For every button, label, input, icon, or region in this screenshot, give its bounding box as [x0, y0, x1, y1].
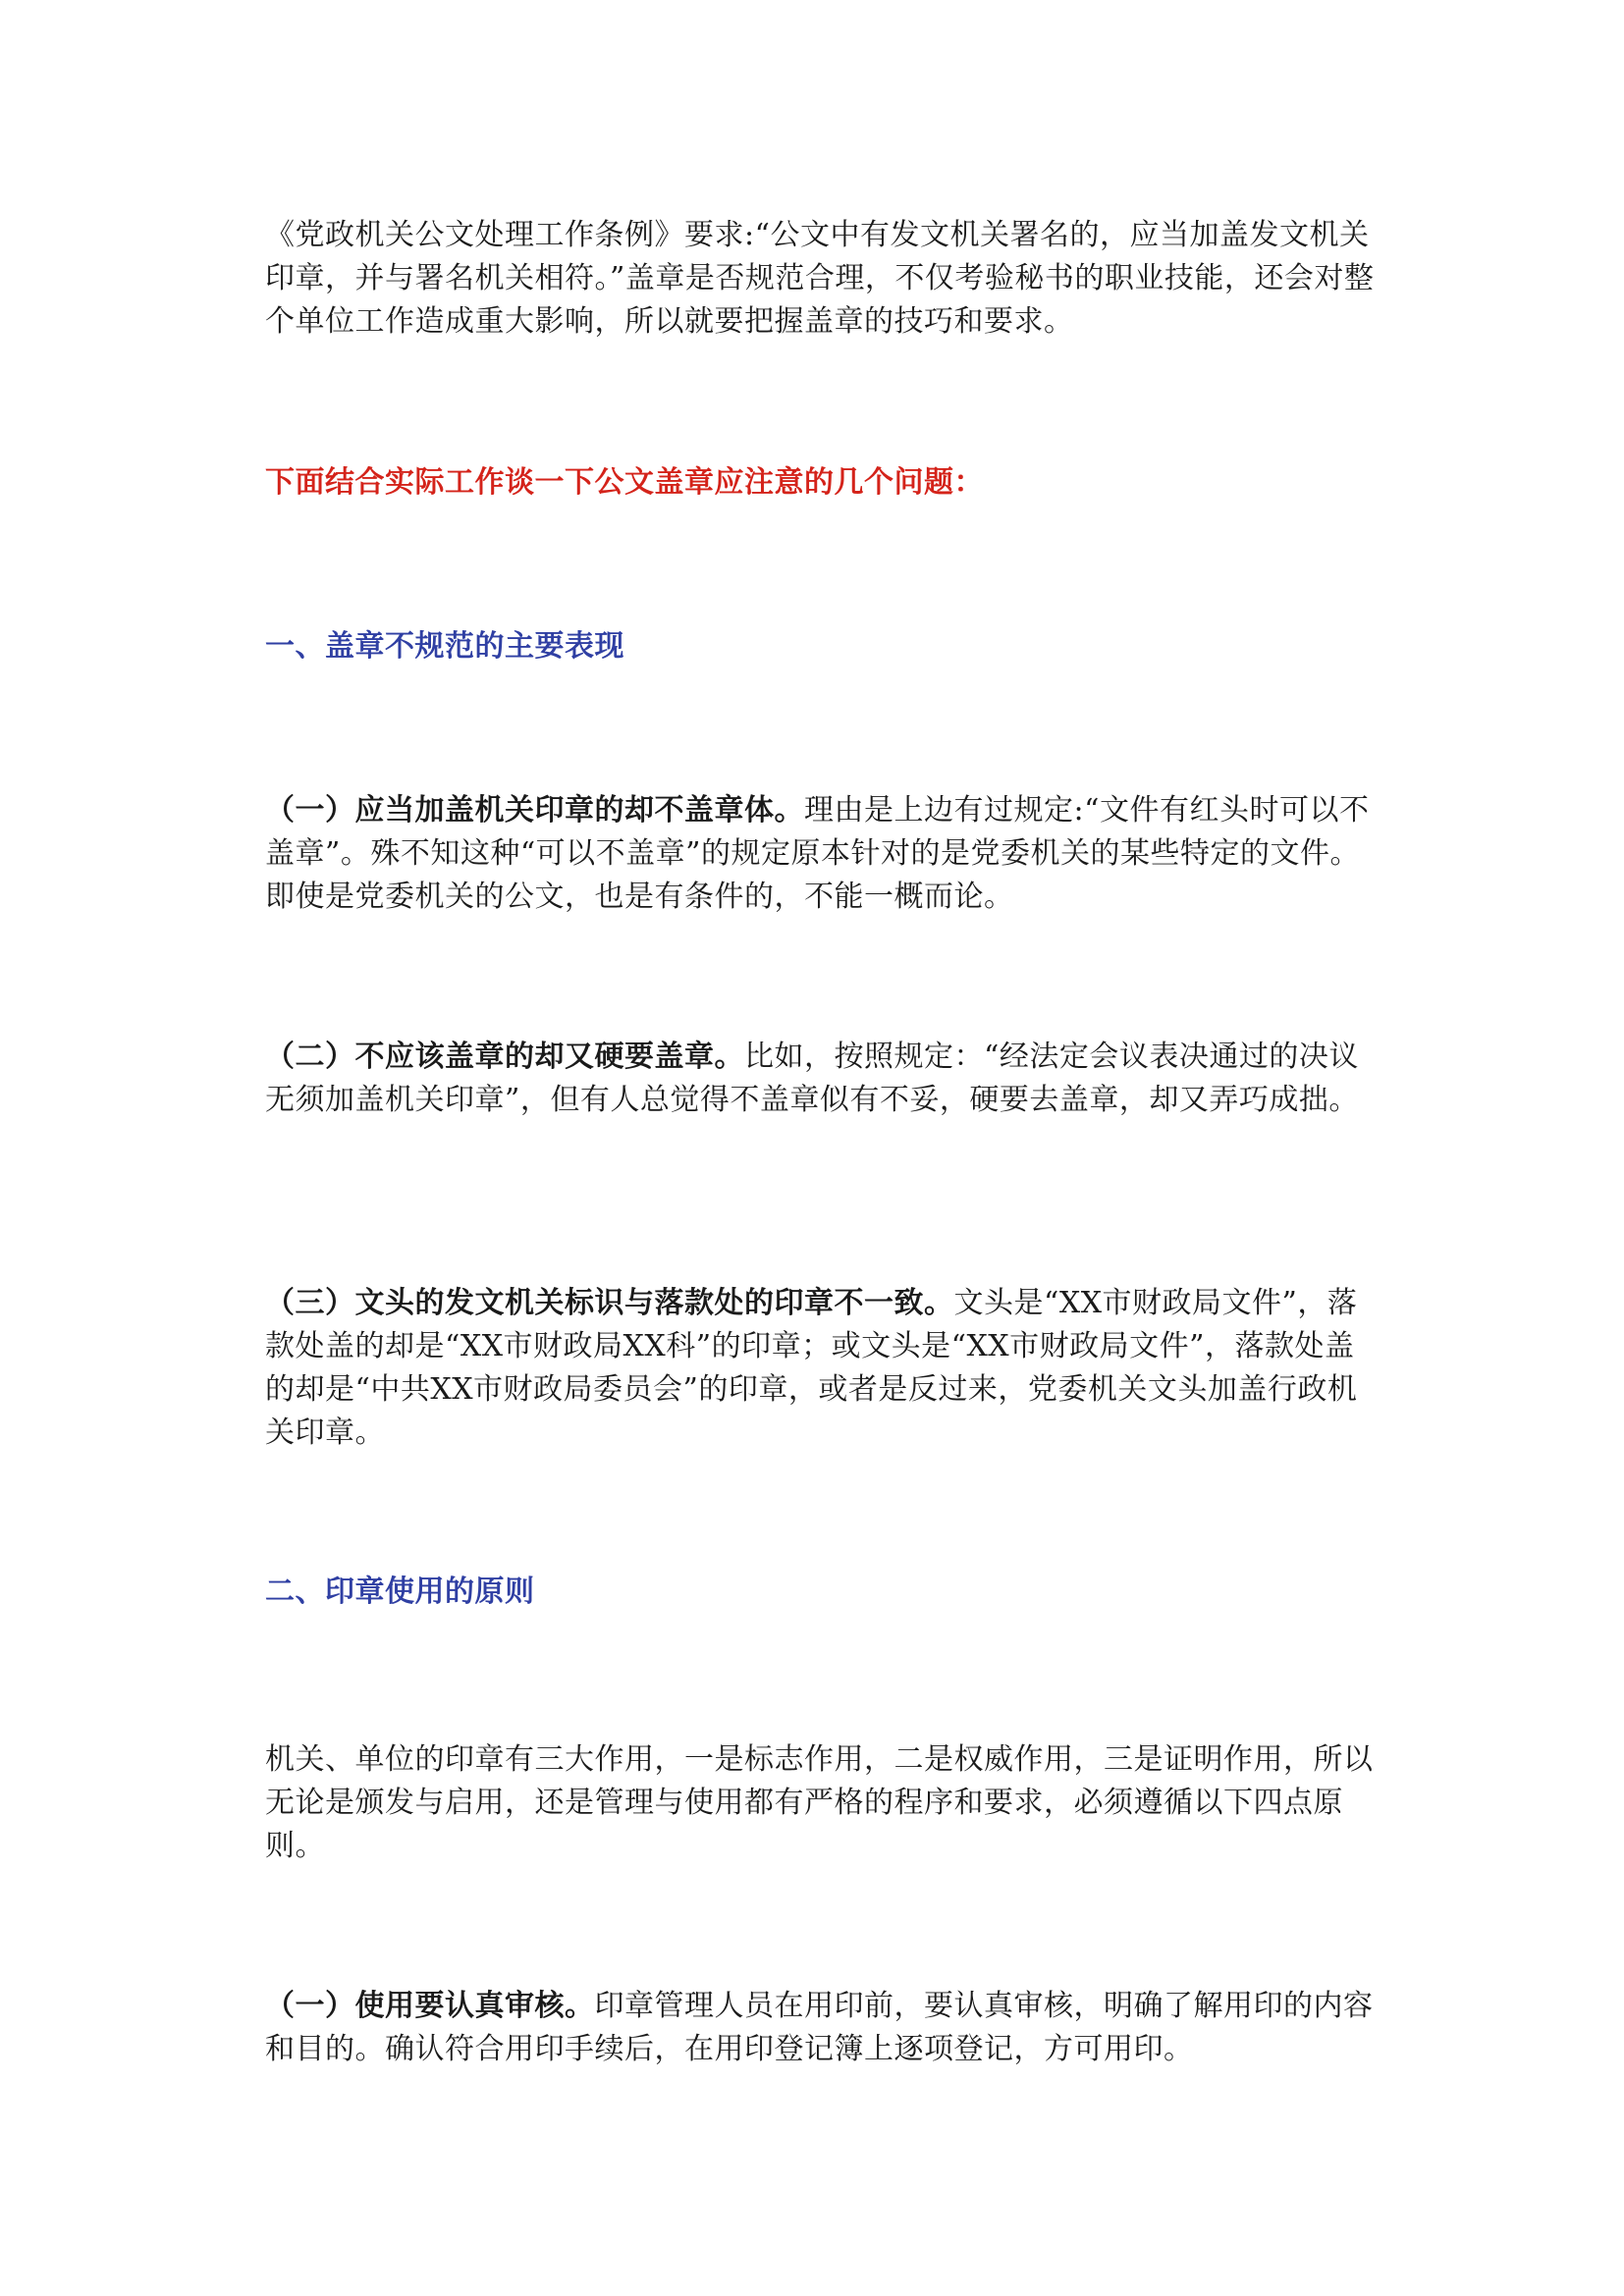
section2-intro: 机关、单位的印章有三大作用，一是标志作用，二是权威作用，三是证明作用，所以无论是颁发与启用，还是管理与使用都有严格的程序和要求，必须遵循以下四点原则。 [265, 1742, 1374, 1863]
lead-heading: 下面结合实际工作谈一下公文盖章应注意的几个问题： [265, 465, 984, 500]
section1-item-1-body: 理由是上边有过规定:“文件有红头时可以不盖章”。殊不知这种“可以不盖章”的规定原本针对的是党委机关的某些特定的文件。即使是党委机关的公文，也是有条件的，不能一概而论。 [265, 793, 1370, 914]
section1-item-3-title: （三）文头的发文机关标识与落款处的印章不一致。 [265, 1286, 954, 1320]
section2-item-1-body: 印章管理人员在用印前，要认真审核，明确了解用印的内容和目的。确认符合用印手续后，在用印登记簿上逐项登记，方可用印。 [265, 1989, 1374, 2066]
intro-paragraph: 《党政机关公文处理工作条例》要求:“公文中有发文机关署名的，应当加盖发文机关印章，并与署名机关相符。”盖章是否规范合理，不仅考验秘书的职业技能，还会对整个单位工作造成重大影响，所以就要把握盖章的技巧和要求。 [265, 218, 1375, 339]
section1-item-1 [265, 789, 1375, 919]
section1-item-2-body: 比如，按照规定：“经法定会议表决通过的决议无须加盖机关印章”，但有人总觉得不盖章似有不妥，硬要去盖章，却又弄巧成拙。 [265, 1040, 1359, 1117]
section1-item-2 [265, 1036, 1375, 1122]
section1-heading: 一、盖章不规范的主要表现 [265, 629, 624, 664]
section2-item-1-title: （一）使用要认真审核。 [265, 1989, 595, 2023]
section1-item-2-title: （二）不应该盖章的却又硬要盖章。 [265, 1040, 744, 1074]
section2-item-1 [265, 1985, 1375, 2071]
section2-heading: 二、印章使用的原则 [265, 1575, 535, 1609]
section1-item-1-title: （一）应当加盖机关印章的却不盖章体。 [265, 793, 804, 828]
section1-item-3 [265, 1282, 1375, 1455]
section1-item-3-body: 文头是“XX市财政局文件”，落款处盖的却是“XX市财政局XX科”的印章；或文头是“XX市财政局文件”，落款处盖的却是“中共XX市财政局委员会”的印章，或者是反过来，党委机关文头加盖行政机关印章。 [265, 1286, 1358, 1450]
